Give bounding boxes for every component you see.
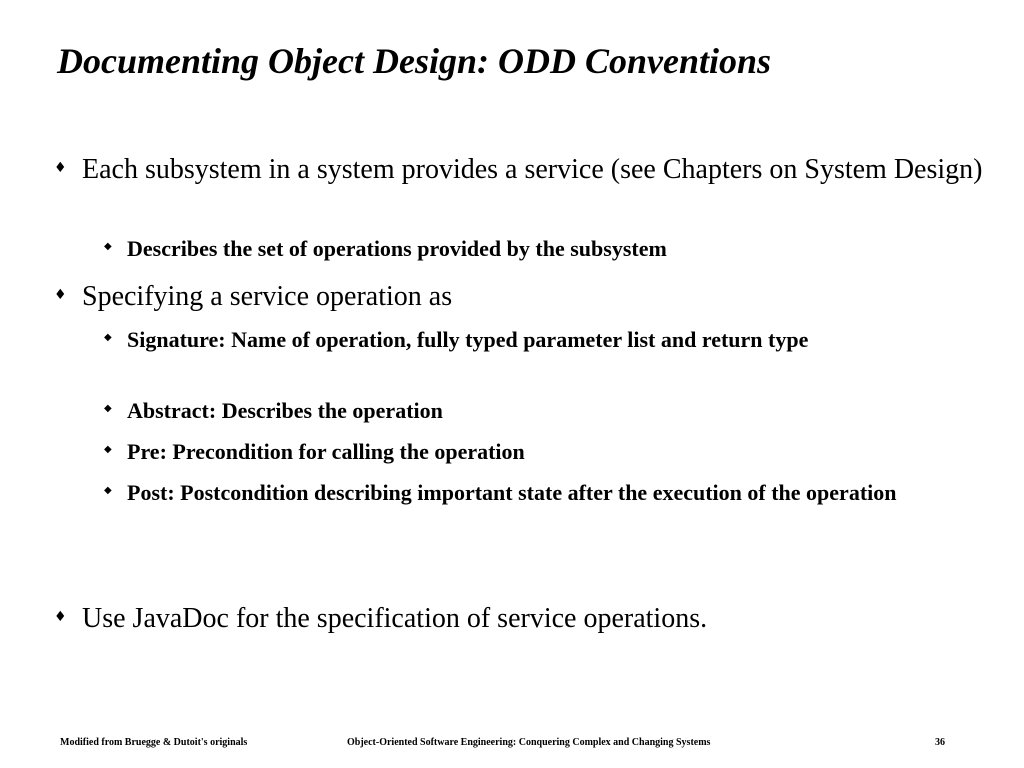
- diamond-sub-bullet-icon: ◆: [104, 485, 112, 496]
- diamond-sub-bullet-icon: ◆: [104, 332, 112, 343]
- diamond-sub-bullet-icon: ◆: [104, 444, 112, 455]
- footer-book-title: Object-Oriented Software Engineering: Conquering Complex and Changing Systems: [347, 737, 711, 748]
- diamond-bullet-icon: ♦: [54, 287, 67, 303]
- bullet-text: Specifying a service operation as: [82, 281, 453, 312]
- sub-bullet-text: Pre: Precondition for calling the operation: [127, 439, 525, 464]
- bullet-text: Use JavaDoc for the specification of service operations.: [82, 603, 708, 634]
- slide-title: Documenting Object Design: ODD Conventions: [57, 41, 772, 81]
- diamond-bullet-icon: ♦: [54, 160, 67, 176]
- bullet-text: Each subsystem in a system provides a service (see Chapters on System Design): [82, 154, 983, 185]
- footer-page-number: 36: [935, 737, 945, 748]
- diamond-bullet-icon: ♦: [54, 609, 67, 625]
- diamond-sub-bullet-icon: ◆: [104, 241, 112, 252]
- sub-bullet-text: Describes the set of operations provided by the subsystem: [127, 236, 667, 261]
- footer-credit: Modified from Bruegge & Dutoit's originals: [60, 737, 248, 748]
- sub-bullet-text: Abstract: Describes the operation: [127, 398, 443, 423]
- diamond-sub-bullet-icon: ◆: [104, 403, 112, 414]
- sub-bullet-text: Signature: Name of operation, fully typed parameter list and return type: [127, 327, 809, 352]
- sub-bullet-text: Post: Postcondition describing important state after the execution of the operation: [127, 480, 897, 505]
